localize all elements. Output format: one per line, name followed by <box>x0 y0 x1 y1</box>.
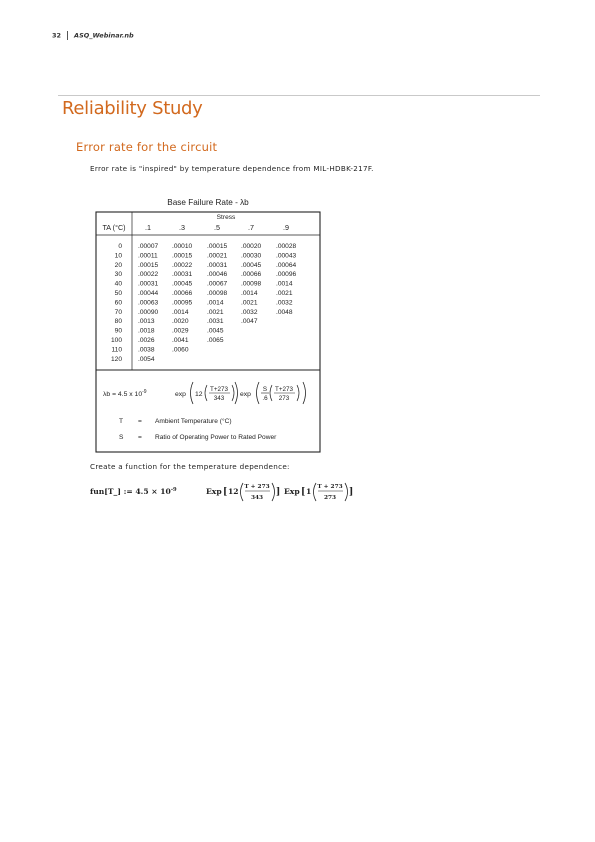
rate-cell: .00020 <box>241 243 262 250</box>
rate-cell: .00045 <box>241 261 262 269</box>
formula-num-1: T+273 <box>209 386 229 393</box>
rate-cell: .00007 <box>138 243 159 250</box>
rate-cell: .0048 <box>276 308 293 316</box>
page-header <box>52 31 134 40</box>
rate-cell: .00067 <box>207 280 228 288</box>
legend-t-equals: = <box>138 418 142 425</box>
code-bracket-close-2: ] <box>349 487 354 497</box>
rate-cell: .0018 <box>138 327 155 335</box>
code-paren-open-2 <box>314 483 317 501</box>
code-num-2: T + 273 <box>317 484 343 490</box>
paren-open-2 <box>257 382 260 404</box>
subsection-title: Error rate for the circuit <box>76 140 218 154</box>
rate-cell: .0021 <box>207 308 224 316</box>
rate-cell: .0020 <box>172 318 189 326</box>
paren-open-1 <box>191 382 194 404</box>
paren-open-1b <box>205 385 207 401</box>
formula-coef: 12 <box>195 391 203 398</box>
rate-cell: .00028 <box>276 243 297 250</box>
rate-cell: .00096 <box>276 271 297 279</box>
formula-num-2: T+273 <box>274 386 294 393</box>
paren-close-1b <box>232 385 234 401</box>
rate-cell: .00031 <box>207 261 228 269</box>
temperature-cell: 110 <box>111 346 122 354</box>
rate-cell: .00030 <box>241 252 262 260</box>
rate-cell: .00066 <box>241 271 262 279</box>
stress-header-0: .1 <box>145 223 151 232</box>
rate-cell: .0041 <box>172 337 189 344</box>
rate-cell: .00098 <box>207 290 228 297</box>
code-bracket-close-1: ] <box>276 487 281 497</box>
rate-cell: .00063 <box>138 299 159 307</box>
rate-cell: .0026 <box>138 337 155 344</box>
formula-exp-1: exp <box>175 391 186 398</box>
rate-cell: .0014 <box>172 308 189 316</box>
code-bracket-open-2: [ <box>301 487 306 497</box>
formula-lhs: λb = 4.5 x $10^{-9}$ <box>103 389 147 398</box>
rate-cell: .00095 <box>172 299 193 307</box>
section-title: Reliability Study <box>62 98 203 119</box>
stress-header-1: .3 <box>179 223 185 232</box>
rate-cell: .00064 <box>276 261 297 269</box>
rate-cell: .0045 <box>207 327 224 335</box>
temperature-cell: 70 <box>114 308 122 316</box>
rate-cell: .0047 <box>241 318 258 326</box>
rate-cell: .00011 <box>138 252 158 260</box>
mathematica-code-cell[interactable] <box>90 478 380 508</box>
rate-cell: .00046 <box>207 271 228 279</box>
code-coef-1: 12 <box>228 487 239 496</box>
stress-header-4: .9 <box>283 223 289 232</box>
rate-cell: .00010 <box>172 243 193 250</box>
rate-cell: .00021 <box>207 252 228 260</box>
code-paren-close-2 <box>345 483 348 501</box>
rate-cell: .0013 <box>138 318 155 326</box>
rate-cell: .0029 <box>172 327 189 335</box>
code-coef-2: 1 <box>306 487 312 496</box>
legend-t-desc: Ambient Temperature (°C) <box>155 418 232 425</box>
rate-cell: .00045 <box>172 280 193 288</box>
temperature-cell: 60 <box>114 299 122 307</box>
rate-cell: .00022 <box>172 261 193 269</box>
paren-close-2b <box>297 385 299 401</box>
page-number: 32 <box>52 31 62 40</box>
rate-cell: .00031 <box>172 271 193 279</box>
formula-s-den: .6 <box>262 395 268 402</box>
code-den-1: 343 <box>250 495 264 501</box>
rate-cell: .0065 <box>207 337 224 344</box>
table-title <box>167 198 249 207</box>
code-exp-1: Exp <box>206 487 222 496</box>
temperature-cell: 80 <box>114 318 122 326</box>
temperature-cell: 100 <box>110 337 122 344</box>
code-paren-open-1 <box>241 483 244 501</box>
rate-cell: .00015 <box>138 261 159 269</box>
notebook-file-name: ASQ_Webinar.nb <box>74 31 134 40</box>
rate-cell: .00090 <box>138 308 159 316</box>
rate-cell: .0021 <box>241 299 258 307</box>
temperature-cell: 90 <box>114 327 122 335</box>
rate-cell: .0031 <box>207 318 224 326</box>
formula-s-num: S <box>262 386 268 393</box>
code-bracket-open-1: [ <box>223 487 228 497</box>
legend-t-symbol: T <box>119 418 124 425</box>
rate-cell: .0032 <box>276 299 293 307</box>
rate-cell: .00098 <box>241 280 262 288</box>
table-title-text: Base Failure Rate - λb <box>167 198 249 207</box>
temperature-cell: 30 <box>114 271 122 279</box>
rate-cell: .0014 <box>207 299 224 307</box>
paren-close-2 <box>303 382 306 404</box>
temperature-cell: 20 <box>114 261 122 269</box>
rate-cell: .0014 <box>276 280 293 288</box>
paren-open-2b <box>270 385 272 401</box>
rate-cell: .0021 <box>276 290 293 297</box>
rate-cell: .00015 <box>172 252 193 260</box>
temperature-cell: 50 <box>114 290 122 297</box>
code-exp-2: Exp <box>284 487 300 496</box>
temperature-cell: 120 <box>110 355 122 363</box>
code-num-1: T + 273 <box>244 484 270 490</box>
rate-cell: .00066 <box>172 290 193 297</box>
formula-exp-2: exp <box>240 391 251 398</box>
code-head: fun[T_] := $4.5 \times 10^{-9}$ <box>90 487 177 496</box>
formula-den-2: 273 <box>278 395 290 402</box>
rate-cell: .00022 <box>138 271 159 279</box>
rate-cell: .0032 <box>241 308 258 316</box>
temperature-cell: 0 <box>118 243 122 250</box>
legend-s-symbol: S <box>119 434 124 441</box>
stress-label: Stress <box>216 214 236 221</box>
temperature-cell: 40 <box>114 280 122 288</box>
temperature-cell: 10 <box>114 252 122 260</box>
rate-cell: .0014 <box>241 290 258 297</box>
section-divider <box>58 95 540 96</box>
header-divider <box>67 31 68 40</box>
rate-cell: .0038 <box>138 346 155 354</box>
intro-paragraph: Error rate is "inspired" by temperature dependence from MIL-HDBK-217F. <box>90 164 374 173</box>
rate-cell: .00043 <box>276 252 297 260</box>
ta-label: TA (°C) <box>102 223 126 232</box>
legend-s-equals: = <box>138 434 142 441</box>
stress-header-2: .5 <box>214 223 220 232</box>
rate-cell: .00031 <box>138 280 159 288</box>
rate-cell: .0054 <box>138 355 155 363</box>
failure-rate-table-image <box>95 195 322 453</box>
create-function-paragraph: Create a function for the temperature dependence: <box>90 462 290 471</box>
stress-header-3: .7 <box>248 223 254 232</box>
code-den-2: 273 <box>323 495 337 501</box>
paren-close-1 <box>235 382 238 404</box>
rate-cell: .00044 <box>138 290 159 297</box>
rate-cell: .00015 <box>207 243 228 250</box>
code-paren-close-1 <box>272 483 275 501</box>
legend-s-desc: Ratio of Operating Power to Rated Power <box>155 434 277 441</box>
formula-den-1: 343 <box>213 395 225 402</box>
rate-cell: .0060 <box>172 346 189 354</box>
